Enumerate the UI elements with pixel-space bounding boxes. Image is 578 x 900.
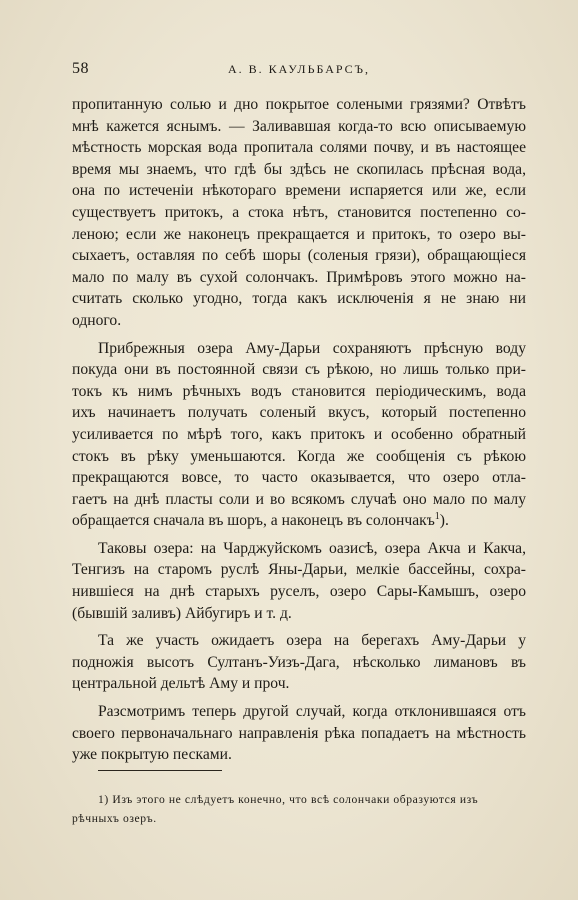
footnote xyxy=(72,790,526,828)
text-line: считать сколько угодно, тогда какъ исключенія я не знаю ни xyxy=(72,290,526,308)
footnote-divider xyxy=(98,770,222,771)
footnote-line: рѣчныхъ озеръ. xyxy=(72,812,157,825)
footnote-mark[interactable]: 1 xyxy=(434,511,440,523)
text-line: мѣстность морская вода пропитала солями почву, и въ настоящее xyxy=(72,139,526,157)
text-line: Тенгизъ на старомъ руслѣ Яны-Дарьи, мелкіе бассейны, сохра- xyxy=(72,561,526,579)
page-number: 58 xyxy=(72,60,89,77)
text-line: прекращаются вовсе, то часто оказывается, что озеро отла- xyxy=(72,469,526,487)
paragraph-2 xyxy=(72,338,526,532)
text-line: сыхаетъ, оставляя по себѣ шоры (соленыя грязи), обращающіеся xyxy=(72,247,526,265)
text-line: существуетъ притокъ, а стока нѣтъ, становится постепенно со- xyxy=(72,203,526,221)
text-line: стокъ въ рѣку уменьшаются. Когда же сообщенія съ рѣкою xyxy=(72,447,526,465)
text-line: ихъ начинаетъ получать соленый вкусъ, который постепенно xyxy=(72,404,526,422)
text-line: мало по малу въ сухой солончакъ. Примѣровъ этого можно на- xyxy=(72,268,526,286)
text-line: подножія высотъ Султанъ-Уизъ-Дага, нѣсколько лимановъ въ xyxy=(72,653,526,671)
running-head: А. В. КАУЛЬБАРСЪ, xyxy=(228,62,370,76)
text-line-tail: ). xyxy=(439,512,449,530)
text-line: она по истеченіи нѣкотораго времени испаряется или же, если xyxy=(72,182,526,200)
text-line: уже покрытую песками. xyxy=(72,746,232,764)
text-line: нившіеся на днѣ старыхъ руселъ, озеро Сары-Камышъ, озеро xyxy=(72,583,526,601)
text-line: Прибрежныя озера Аму-Дарьи сохраняютъ прѣсную воду xyxy=(98,339,526,357)
paragraph-5 xyxy=(72,701,526,766)
text-line-body: обращается сначала въ шоръ, а наконецъ въ солончакъ xyxy=(72,512,435,530)
body-text xyxy=(72,94,526,772)
text-line: одного. xyxy=(72,311,122,329)
paragraph-1 xyxy=(72,94,526,332)
page-header xyxy=(72,60,526,82)
text-line: (бывшій заливъ) Айбугиръ и т. д. xyxy=(72,604,292,622)
paragraph-4 xyxy=(72,630,526,695)
text-line: усиливается по мѣрѣ того, какъ притокъ и особенно обратный xyxy=(72,425,526,443)
text-line: Таковы озера: на Чарджуйскомъ оазисѣ, озера Акча и Какча, xyxy=(98,539,526,557)
text-line: время мы знаемъ, что гдѣ бы здѣсь не скопилась прѣсная вода, xyxy=(72,160,526,178)
text-line: пропитанную солью и дно покрытое солеными грязями? Отвѣтъ xyxy=(72,96,526,113)
text-line: гаетъ на днѣ пласты соли и во всякомъ случаѣ оно мало по малу xyxy=(72,490,526,508)
text-line: Разсмотримъ теперь другой случай, когда отклонившаяся отъ xyxy=(98,703,526,721)
text-line: токъ къ нимъ рѣчныхъ водъ становится періодическимъ, вода xyxy=(72,382,526,400)
text-line xyxy=(72,510,526,532)
text-line: Та же участь ожидаетъ озера на берегахъ Аму-Дарьи у xyxy=(98,632,526,650)
text-line: леною; если же наконецъ прекращается и притокъ, то озеро вы- xyxy=(72,225,526,243)
text-line: центральной дельтѣ Аму и проч. xyxy=(72,675,290,693)
text-line: своего первоначальнаго направленія рѣка попадаетъ на мѣстность xyxy=(72,724,526,742)
text-line: покуда они въ постоянной связи съ рѣкою, но лишь только при- xyxy=(72,361,526,379)
text-line: мнѣ кажется яснымъ. — Заливавшая когда-то всю описываемую xyxy=(72,117,526,135)
paragraph-3 xyxy=(72,538,526,624)
footnote-line: 1) Изъ этого не слѣдуетъ конечно, что всѣ солончаки образуются изъ xyxy=(98,793,479,806)
